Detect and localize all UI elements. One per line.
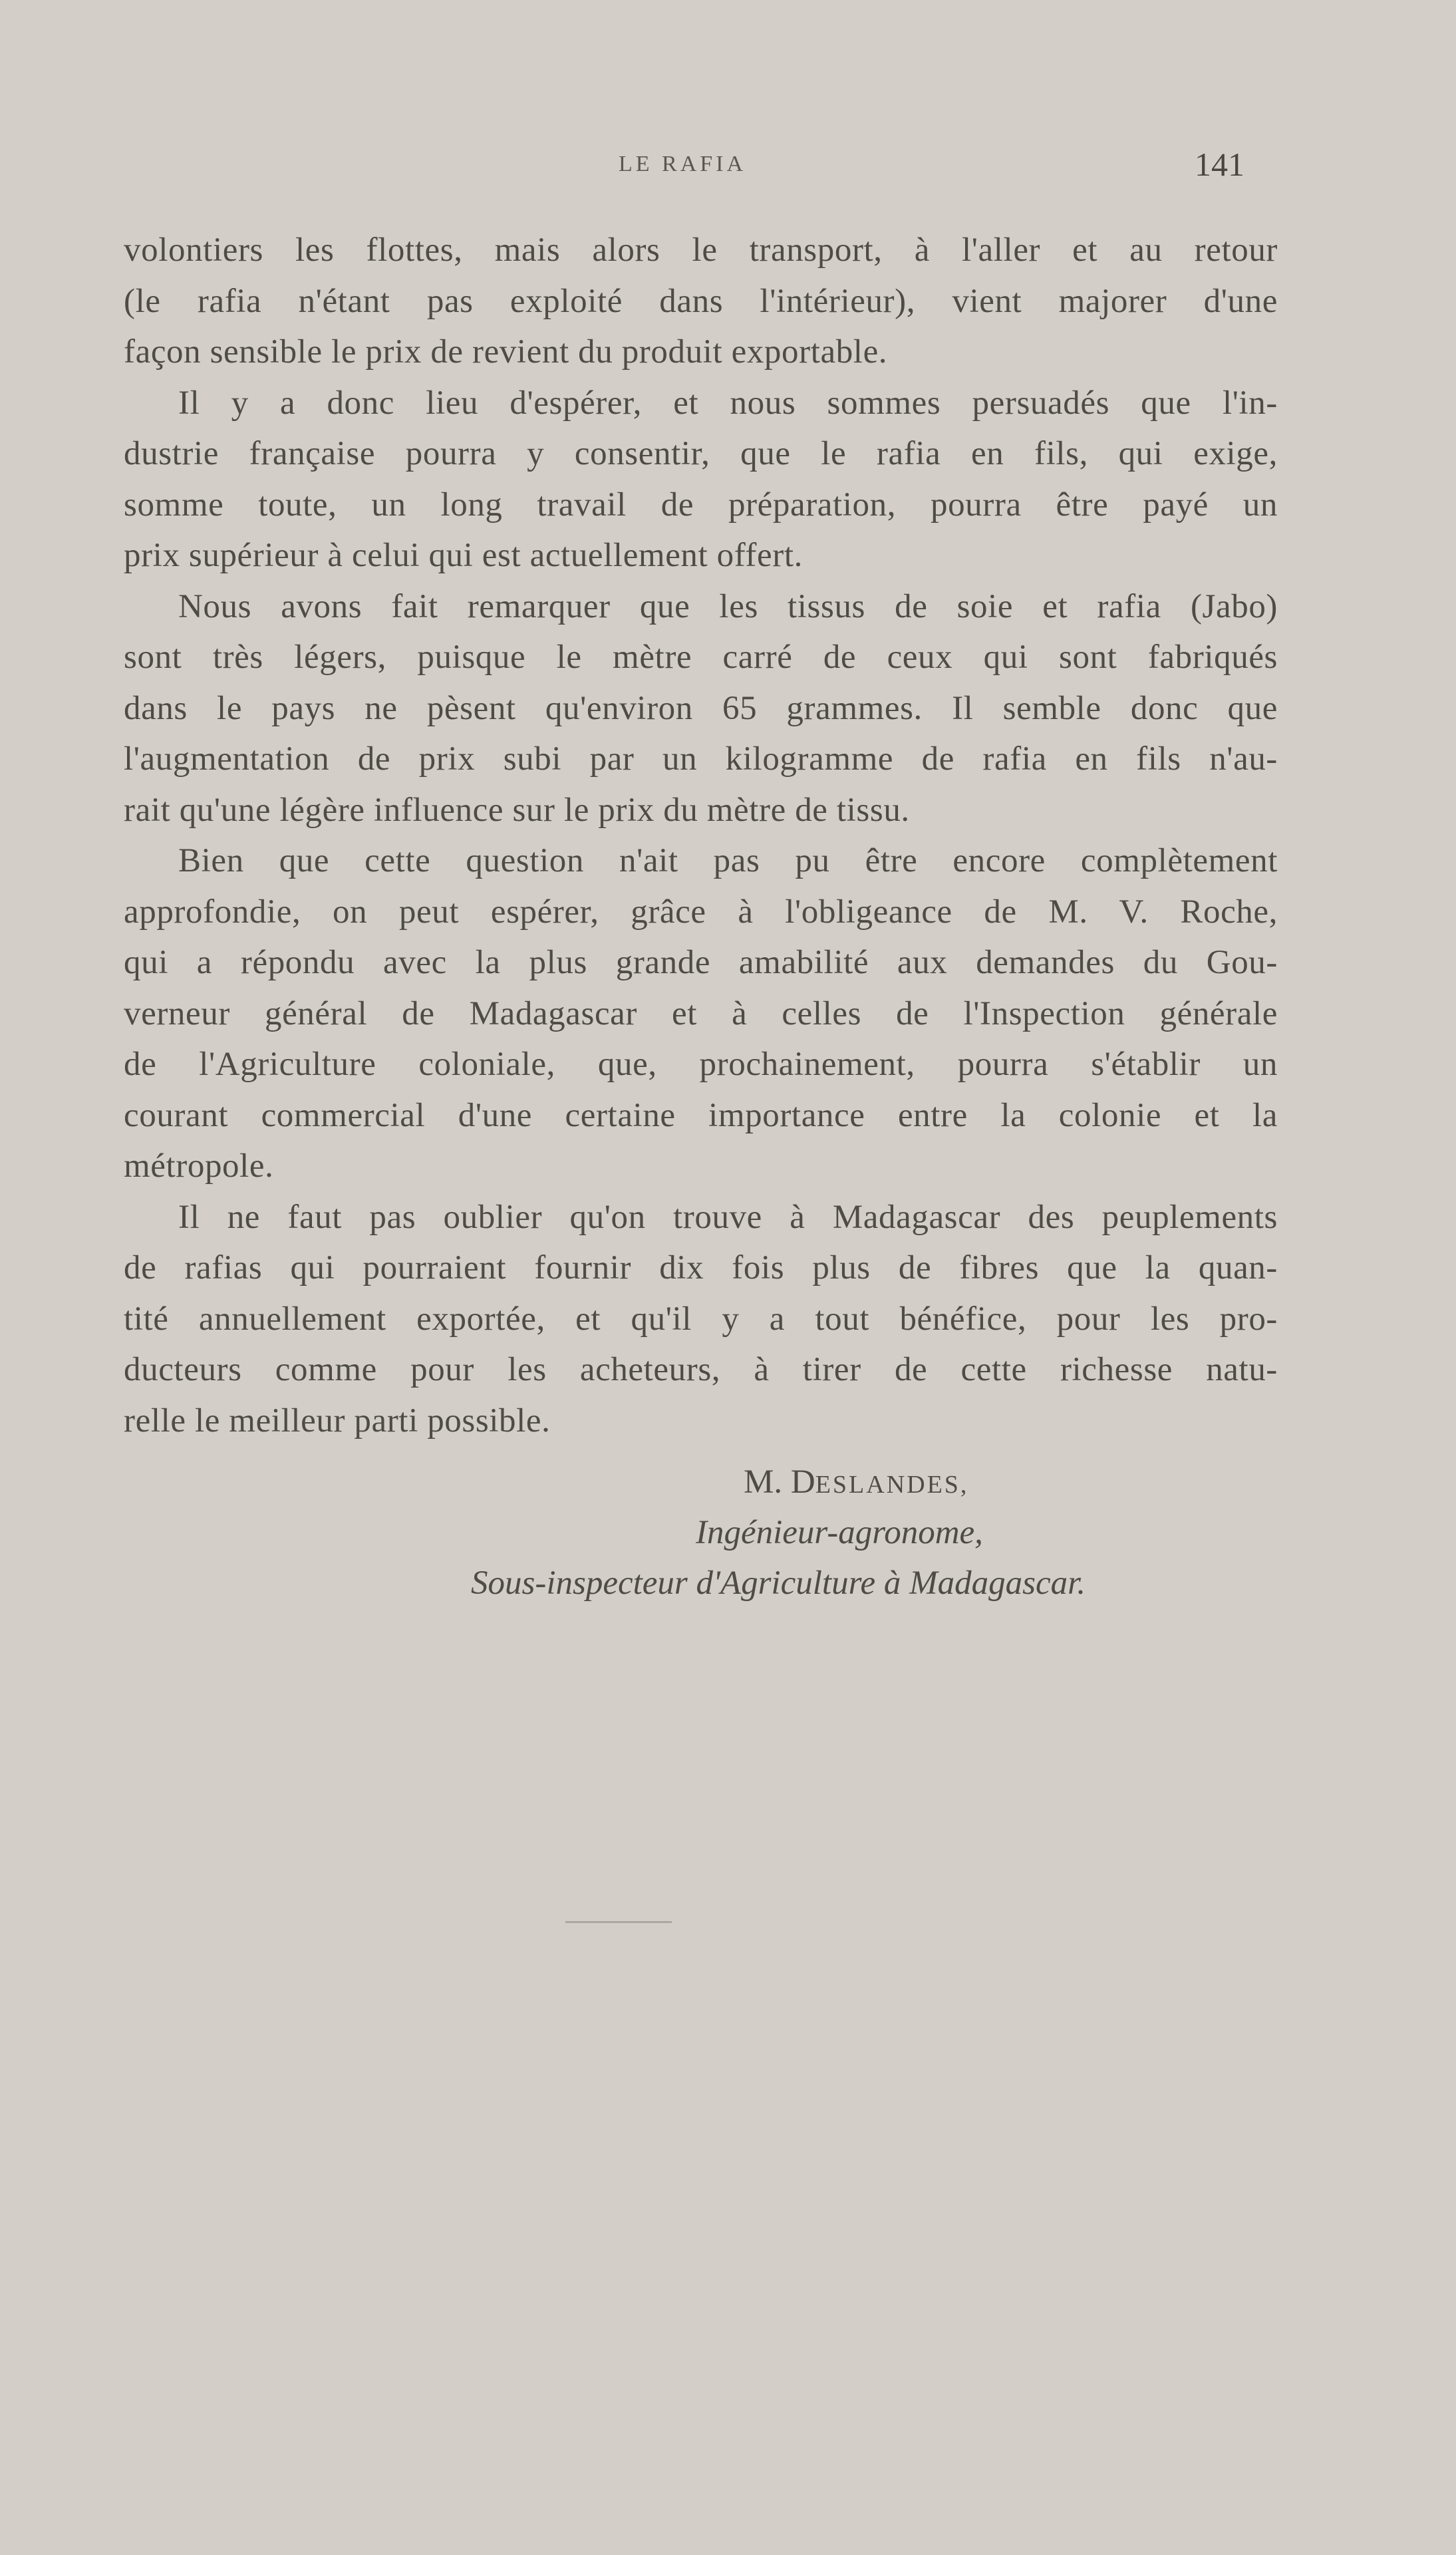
author-title: Ingénieur-agronome, [696,1514,983,1551]
text-line: façon sensible le prix de revient du produit exportable. [124,333,888,371]
running-title: LE RAFIA [619,152,747,176]
section-rule [565,1921,672,1923]
text-line: tité annuellement exportée, et qu'il y a tout bénéfice, pour les pro- [124,1300,1278,1338]
text-line: Il ne faut pas oublier qu'on trouve à Madagascar des peuplements [178,1198,1278,1236]
text-line: verneur général de Madagascar et à celles de l'Inspection générale [124,994,1278,1032]
text-line: Bien que cette question n'ait pas pu être encore complètement [178,842,1278,879]
text-line: métropole. [124,1147,274,1185]
text-line: relle le meilleur parti possible. [124,1402,551,1439]
text-line: de rafias qui pourraient fournir dix fois plus de fibres que la quan- [124,1249,1278,1286]
text-line: ducteurs comme pour les acheteurs, à tirer de cette richesse natu- [124,1351,1278,1388]
text-line: volontiers les flottes, mais alors le transport, à l'aller et au retour [124,231,1278,269]
page-number: 141 [1195,146,1244,183]
text-line: courant commercial d'une certaine importance entre la colonie et la [124,1096,1278,1134]
text-line: dustrie française pourra y consentir, que le rafia en fils, qui exige, [124,435,1278,472]
text-line: Nous avons fait remarquer que les tissus de soie et rafia (Jabo) [178,587,1278,625]
body-text [124,225,1278,1446]
text-line: approfondie, on peut espérer, grâce à l'obligeance de M. V. Roche, [124,893,1278,931]
text-line: qui a répondu avec la plus grande amabilité aux demandes du Gou- [124,944,1278,981]
author-initial: M. D [744,1463,815,1501]
author-name [744,1457,968,1507]
text-line: l'augmentation de prix subi par un kilogramme de rafia en fils n'au- [124,740,1278,778]
text-line: sont très légers, puisque le mètre carré de ceux qui sont fabriqués [124,639,1278,676]
author-role: Sous-inspecteur d'Agriculture à Madagascar. [471,1565,1086,1602]
text-line: rait qu'une légère influence sur le prix du mètre de tissu. [124,791,910,829]
text-line: prix supérieur à celui qui est actuellement offert. [124,537,803,574]
text-line: somme toute, un long travail de préparation, pourra être payé un [124,486,1278,524]
text-line: dans le pays ne pèsent qu'environ 65 grammes. Il semble donc que [124,689,1278,727]
author-surname: ESLANDES, [815,1471,969,1499]
text-line: Il y a donc lieu d'espérer, et nous sommes persuadés que l'in- [178,384,1278,422]
text-line: (le rafia n'étant pas exploité dans l'intérieur), vient majorer d'une [124,282,1278,320]
text-line: de l'Agriculture coloniale, que, prochainement, pourra s'établir un [124,1046,1278,1083]
